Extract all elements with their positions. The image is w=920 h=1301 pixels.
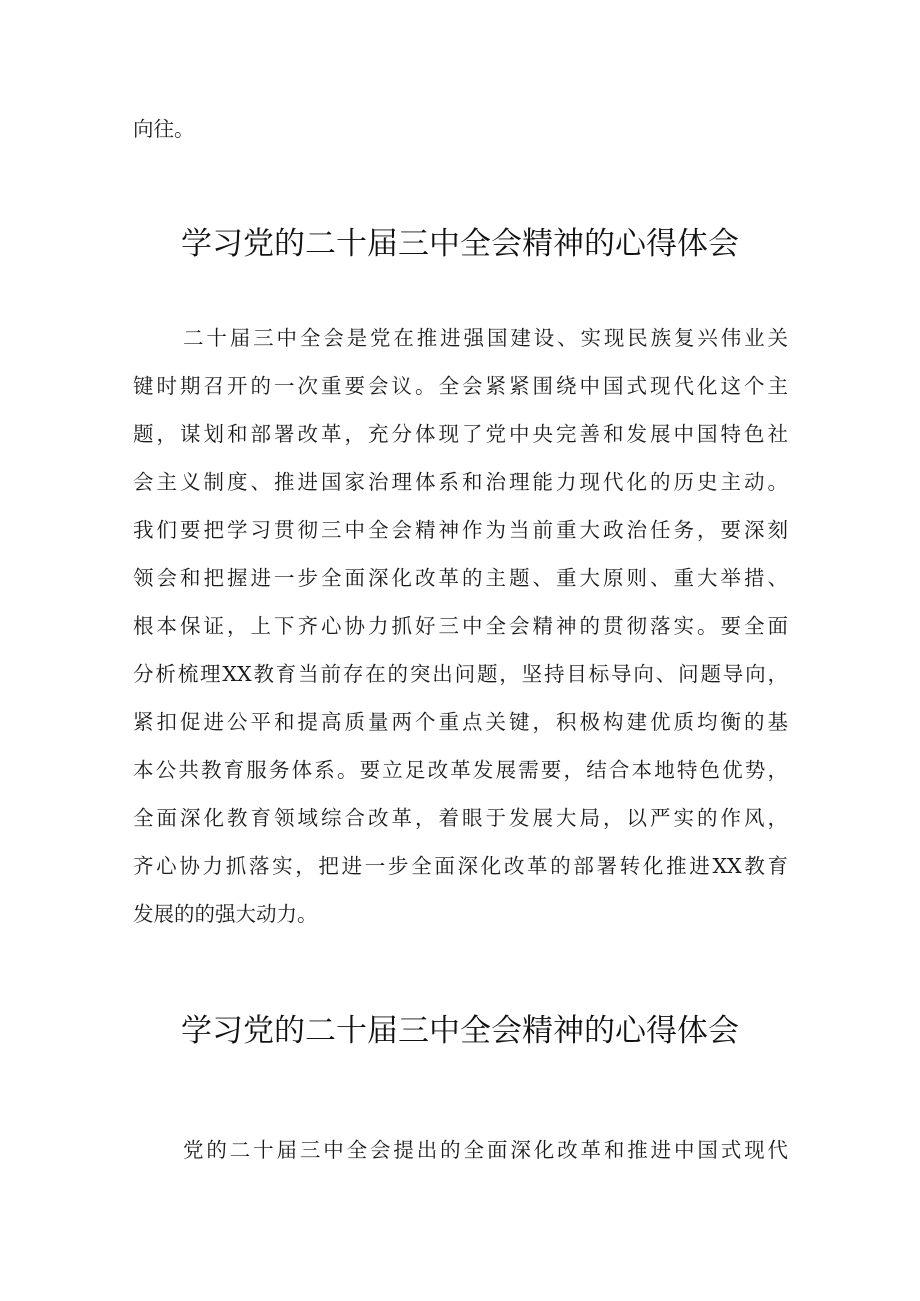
section-title-1: 学习党的二十届三中全会精神的心得体会 xyxy=(181,226,739,262)
paragraph-line: 键时期召开的一次重要会议。全会紧紧围绕中国式现代化这个主 xyxy=(133,374,788,398)
paragraph-line: 二十届三中全会是党在推进强国建设、实现民族复兴伟业关 xyxy=(183,326,788,350)
paragraph-line: 党的二十届三中全会提出的全面深化改革和推进中国式现代 xyxy=(183,1138,788,1162)
paragraph-line: 分析梳理XX教育当前存在的突出问题，坚持目标导向、问题导向， xyxy=(133,662,788,686)
paragraph-line: 齐心协力抓落实，把进一步全面深化改革的部署转化推进XX教育 xyxy=(133,854,788,878)
continuation-text: 向往。 xyxy=(133,117,195,141)
paragraph-line: 领会和把握进一步全面深化改革的主题、重大原则、重大举措、 xyxy=(133,566,788,590)
paragraph-line: 我们要把学习贯彻三中全会精神作为当前重大政治任务，要深刻 xyxy=(133,518,788,542)
paragraph-line: 会主义制度、推进国家治理体系和治理能力现代化的历史主动。 xyxy=(133,470,788,494)
paragraph-line: 根本保证，上下齐心协力抓好三中全会精神的贯彻落实。要全面 xyxy=(133,614,788,638)
paragraph-line: 题，谋划和部署改革，充分体现了党中央完善和发展中国特色社 xyxy=(133,422,788,446)
paragraph-line: 发展的的强大动力。 xyxy=(133,902,318,926)
paragraph-line: 紧扣促进公平和提高质量两个重点关键，积极构建优质均衡的基 xyxy=(133,710,788,734)
section-title-2: 学习党的二十届三中全会精神的心得体会 xyxy=(181,1013,739,1049)
paragraph-line: 本公共教育服务体系。要立足改革发展需要，结合本地特色优势， xyxy=(133,758,788,782)
paragraph-line: 全面深化教育领域综合改革，着眼于发展大局，以严实的作风， xyxy=(133,806,788,830)
